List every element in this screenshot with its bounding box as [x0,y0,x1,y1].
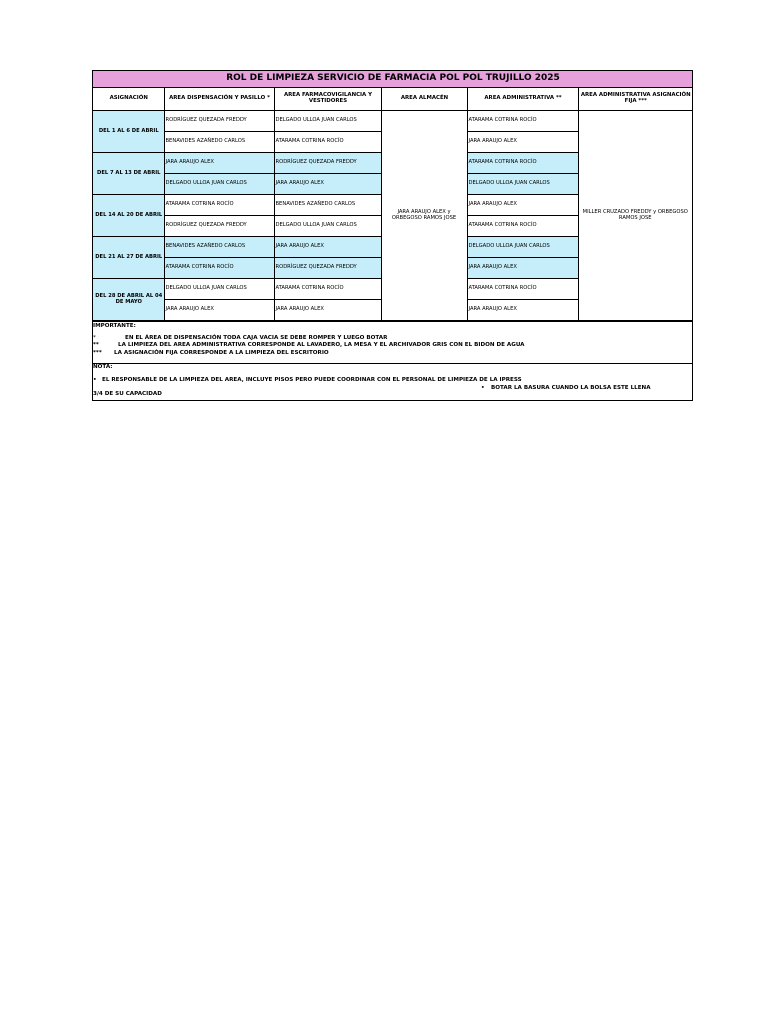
farmacovigilancia-cell: RODRÍGUEZ QUEZADA FREDDY [274,258,381,279]
importante-item-1: EN EL ÁREA DE DISPENSACIÓN TODA CAJA VACIA SE DEBE ROMPER Y LUEGO BOTAR [125,335,388,341]
period-label: DEL 21 AL 27 DE ABRIL [93,237,164,279]
administrativa-cell: JARA ARAUJO ALEX [467,132,578,153]
importante-heading: IMPORTANTE: [93,323,136,329]
farmacovigilancia-cell: ATARAMA COTRINA ROCÍO [274,132,381,153]
dispensacion-cell: ATARAMA COTRINA ROCÍO [164,195,274,216]
importante-mark-1: * [93,335,96,341]
roster-table [93,71,692,321]
dispensacion-cell: JARA ARAUJO ALEX [164,300,274,321]
asignacion-fija-cell: MILLER CRUZADO FREDDY y ORBEGOSO RAMOS JOSE [578,111,692,321]
administrativa-cell: JARA ARAUJO ALEX [467,195,578,216]
farmacovigilancia-cell: JARA ARAUJO ALEX [274,174,381,195]
importante-item-2: LA LIMPIEZA DEL AREA ADMINISTRATIVA CORRESPONDE AL LAVADERO, LA MESA Y EL ARCHIVADOR GRIS CON EL BIDON DE AGUA [118,342,525,348]
period-label: DEL 28 DE ABRIL AL 04 DE MAYO [93,279,164,321]
importante-mark-3: *** [93,350,102,356]
dispensacion-cell: RODRÍGUEZ QUEZADA FREDDY [164,216,274,237]
cleaning-roster-sheet [92,70,693,401]
roster-title: ROL DE LIMPIEZA SERVICIO DE FARMACIA POL POL TRUJILLO 2025 [93,71,692,88]
administrativa-cell: JARA ARAUJO ALEX [467,258,578,279]
dispensacion-cell: ATARAMA COTRINA ROCÍO [164,258,274,279]
farmacovigilancia-cell: ATARAMA COTRINA ROCÍO [274,279,381,300]
administrativa-cell: JARA ARAUJO ALEX [467,300,578,321]
nota-section [93,363,692,400]
period-label: DEL 1 AL 6 DE ABRIL [93,111,164,153]
nota-bullet-1: • [93,377,97,383]
farmacovigilancia-cell: DELGADO ULLOA JUAN CARLOS [274,216,381,237]
dispensacion-cell: BENAVIDES AZAÑEDO CARLOS [164,237,274,258]
header-farmacovigilancia: AREA FARMACOVIGILANCIA Y VESTIDORES [274,88,381,111]
importante-item-3: LA ASIGNACIÓN FIJA CORRESPONDE A LA LIMPIEZA DEL ESCRITORIO [114,350,329,356]
nota-bullet-2: • [481,385,485,391]
header-almacen: AREA ALMACÉN [381,88,467,111]
header-row [93,88,692,111]
table-row [93,111,692,132]
dispensacion-cell: DELGADO ULLOA JUAN CARLOS [164,174,274,195]
farmacovigilancia-cell: JARA ARAUJO ALEX [274,300,381,321]
farmacovigilancia-cell: DELGADO ULLOA JUAN CARLOS [274,111,381,132]
administrativa-cell: ATARAMA COTRINA ROCÍO [467,279,578,300]
nota-item-1: EL RESPONSABLE DE LA LIMPIEZA DEL AREA, INCLUYE PISOS PERO PUEDE COORDINAR CON EL PERSONAL DE LIMPIEZA DE LA IPRESS [102,377,522,383]
farmacovigilancia-cell: BENAVIDES AZAÑEDO CARLOS [274,195,381,216]
farmacovigilancia-cell: JARA ARAUJO ALEX [274,237,381,258]
header-administrativa: AREA ADMINISTRATIVA ** [467,88,578,111]
administrativa-cell: DELGADO ULLOA JUAN CARLOS [467,174,578,195]
administrativa-cell: ATARAMA COTRINA ROCÍO [467,111,578,132]
header-asignacion-fija: AREA ADMINISTRATIVA ASIGNACIÓN FIJA *** [578,88,692,111]
period-label: DEL 7 AL 13 DE ABRIL [93,153,164,195]
dispensacion-cell: JARA ARAUJO ALEX [164,153,274,174]
almacen-cell: JARA ARAUJO ALEX y ORBEGOSO RAMOS JOSE [381,111,467,321]
nota-item-2-continued: 3/4 DE SU CAPACIDAD [93,391,162,397]
dispensacion-cell: DELGADO ULLOA JUAN CARLOS [164,279,274,300]
farmacovigilancia-cell: RODRÍGUEZ QUEZADA FREDDY [274,153,381,174]
importante-mark-2: ** [93,342,99,348]
nota-heading: NOTA: [93,364,113,370]
nota-item-2: BOTAR LA BASURA CUANDO LA BOLSA ESTE LLENA [491,385,651,391]
period-label: DEL 14 AL 20 DE ABRIL [93,195,164,237]
header-asignacion: ASIGNACIÓN [93,88,164,111]
header-dispensacion: AREA DISPENSACIÓN Y PASILLO * [164,88,274,111]
administrativa-cell: DELGADO ULLOA JUAN CARLOS [467,237,578,258]
importante-section [93,321,692,363]
administrativa-cell: ATARAMA COTRINA ROCÍO [467,216,578,237]
administrativa-cell: ATARAMA COTRINA ROCÍO [467,153,578,174]
dispensacion-cell: RODRÍGUEZ QUEZADA FREDDY [164,111,274,132]
dispensacion-cell: BENAVIDES AZAÑEDO CARLOS [164,132,274,153]
